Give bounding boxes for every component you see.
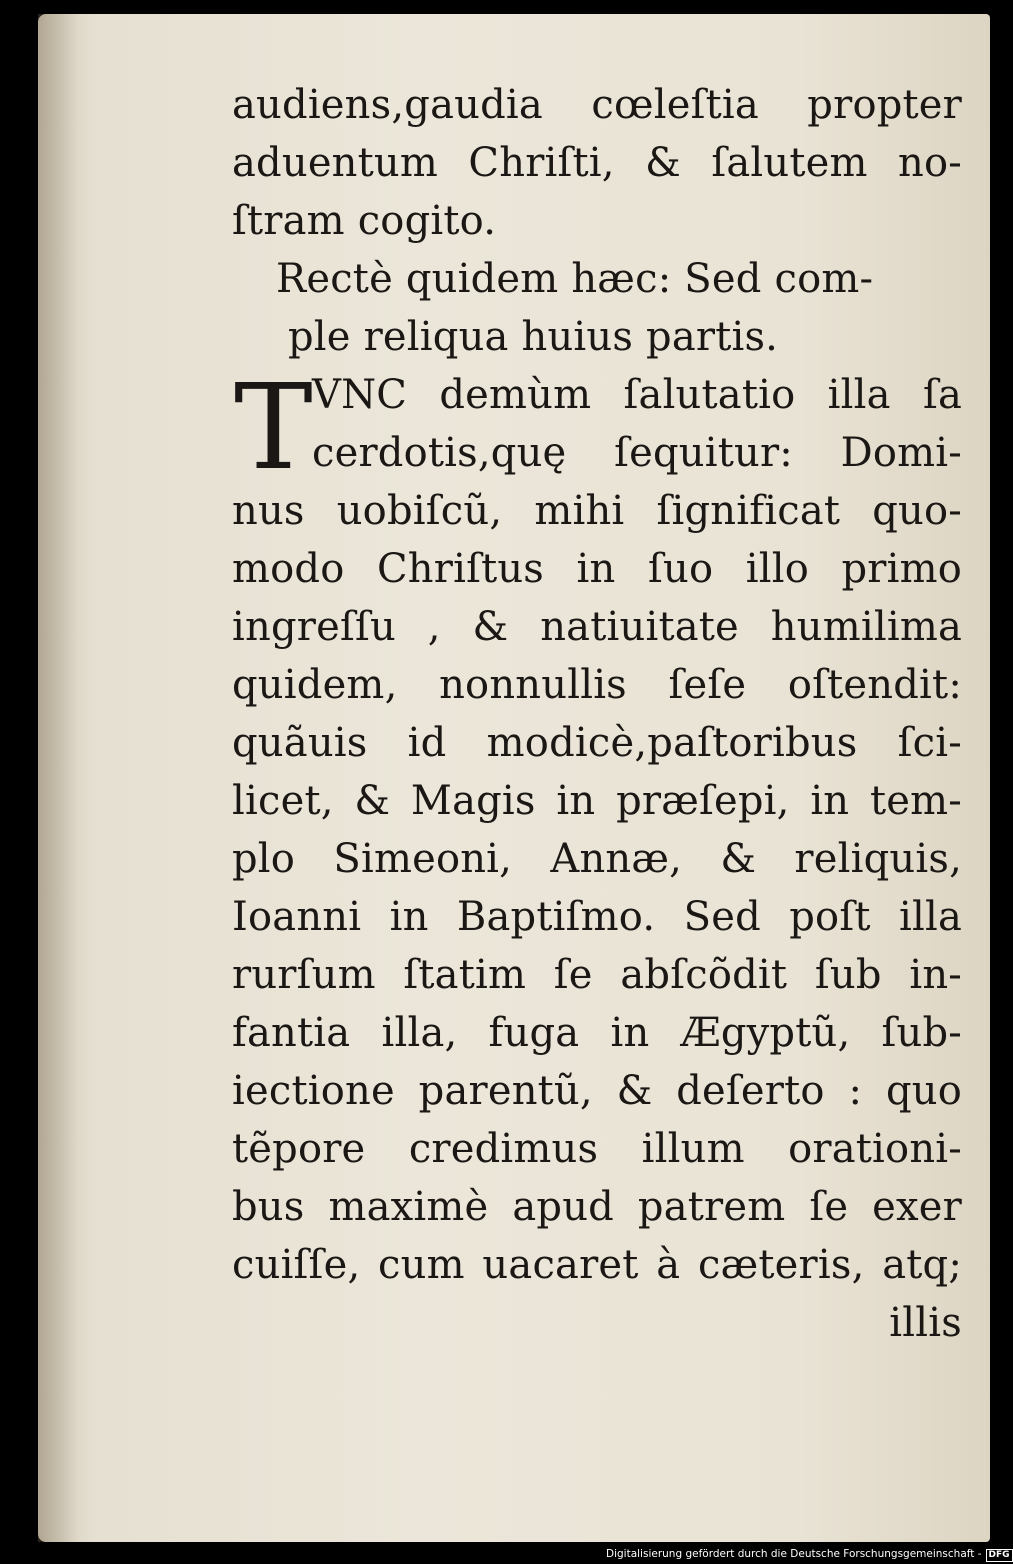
drop-cap: T — [234, 358, 313, 496]
text-line-2: aduentum Chriſti, & ſalutem no- — [232, 140, 962, 186]
text-line-3: ſtram cogito. — [232, 198, 497, 244]
text-line-6: VNC demùm ſalutatio illa ſa — [312, 372, 962, 418]
text-line-16: rurſum ſtatim ſe abſcõdit ſub in- — [232, 952, 962, 998]
text-line-9: modo Chriſtus in ſuo illo primo — [232, 546, 962, 592]
text-line-7: cerdotis,quę ſequitur: Domi- — [312, 430, 962, 476]
text-line-1: audiens,gaudia cœleſtia propter — [232, 82, 962, 128]
text-line-13: licet, & Magis in præſepi, in tem- — [232, 778, 962, 824]
text-line-5: ple reliqua huius partis. — [288, 314, 779, 360]
text-line-19: tẽpore credimus illum orationi- — [232, 1126, 962, 1172]
text-block — [232, 76, 962, 1352]
text-line-14: plo Simeoni, Annæ, & reliquis, — [232, 836, 962, 882]
text-line-15: Ioanni in Baptiſmo. Sed poſt illa — [232, 894, 962, 940]
book-page — [38, 14, 990, 1542]
dfg-logo: DFG — [986, 1549, 1013, 1562]
digitization-credit — [606, 1548, 1013, 1562]
text-line-12: quãuis id modicè,paſtoribus ſci- — [232, 720, 962, 766]
credit-text: Digitalisierung gefördert durch die Deutsche Forschungsgemeinschaft - — [606, 1548, 982, 1560]
text-line-10: ingreſſu , & natiuitate humilima — [232, 604, 962, 650]
catchword: illis — [889, 1300, 962, 1346]
text-line-21: cuiſſe, cum uacaret à cæteris, atq; — [232, 1242, 962, 1288]
text-line-8: nus uobiſcũ, mihi ſignificat quo- — [232, 488, 962, 534]
text-line-17: fantia illa, fuga in Ægyptũ, ſub- — [232, 1010, 962, 1056]
text-line-20: bus maximè apud patrem ſe exer — [232, 1184, 962, 1230]
text-line-4: Rectè quidem hæc: Sed com- — [276, 256, 874, 302]
text-line-11: quidem, nonnullis ſeſe oſtendit: — [232, 662, 962, 708]
text-line-18: iectione parentũ, & deſerto : quo — [232, 1068, 962, 1114]
